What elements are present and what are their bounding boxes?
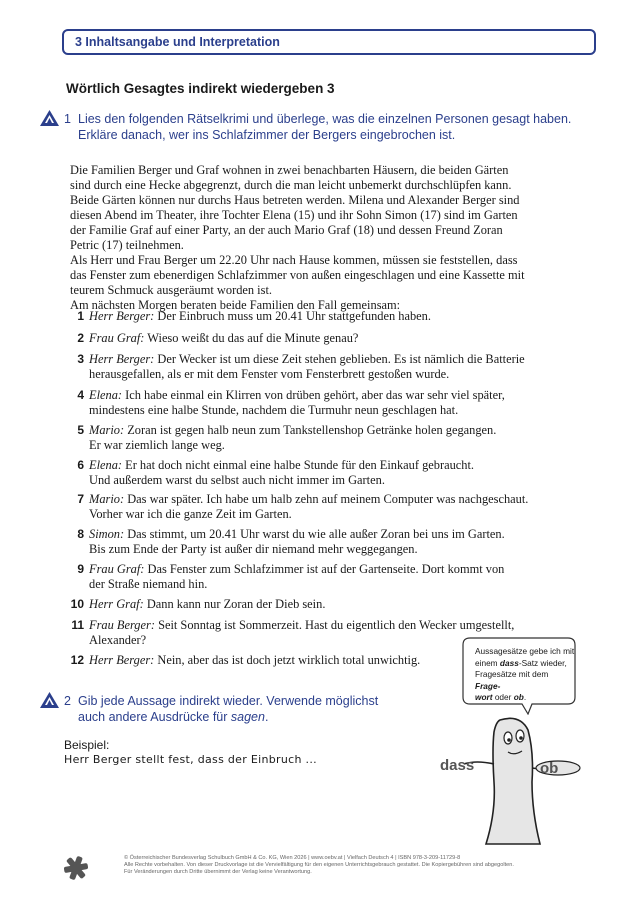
dialogue-line: Zoran ist gegen halb neun zum Tankstellenshop Getränke holen gegangen. — [127, 423, 497, 437]
dialogue-line: Das stimmt, um 20.41 Uhr warst du wie alle außer Zoran bei uns im Garten. — [127, 527, 505, 541]
dialogue-number: 9 — [77, 562, 84, 576]
speaker: Herr Graf: — [89, 597, 144, 611]
bubble-text: oder — [492, 692, 514, 702]
task-2-line: auch andere Ausdrücke für — [78, 710, 231, 724]
dialogue-number: 2 — [77, 331, 84, 345]
dialogue-number: 5 — [77, 423, 84, 437]
speaker: Herr Berger: — [89, 653, 155, 667]
difficulty-triangle-icon — [40, 692, 59, 708]
task-1-line: Erkläre danach, wer ins Schlafzimmer der Bergers eingebrochen ist. — [78, 128, 456, 142]
dialogue-number: 6 — [77, 458, 84, 472]
speaker: Elena: — [89, 388, 123, 402]
dialogue-line: Dann kann nur Zoran der Dieb sein. — [146, 597, 326, 611]
story-line: Petric (17) teilnehmen. — [70, 238, 184, 252]
bubble-text: einem — [475, 657, 500, 668]
dialogue-number: 3 — [77, 352, 84, 366]
footer-line: Für Veränderungen durch Dritte übernimmt der Verlag keine Verantwortung. — [124, 869, 312, 876]
speech-bubble-text — [475, 646, 575, 704]
speaker: Elena: — [89, 458, 123, 472]
dialogue-line: Er war ziemlich lange weg. — [89, 438, 225, 452]
dialogue-line: Er hat doch nicht einmal eine halbe Stunde für den Einkauf gebraucht. — [125, 458, 475, 472]
dialogue-number: 1 — [77, 309, 84, 323]
dialogue-number: 10 — [70, 597, 84, 611]
dialogue-number: 8 — [77, 527, 84, 541]
dialogue-line: Vorher war ich die ganze Zeit im Garten. — [89, 507, 292, 521]
task-1-line: Lies den folgenden Rätselkrimi und überlege, was die einzelnen Personen gesagt haben. — [78, 112, 572, 126]
page-title: Wörtlich Gesagtes indirekt wiedergeben 3 — [66, 81, 335, 96]
speaker: Herr Berger: — [89, 352, 155, 366]
mascot-label-dass: dass — [440, 757, 475, 774]
dialogue-number: 7 — [77, 492, 84, 506]
mascot-label-ob: ob — [540, 760, 559, 777]
dialogue-number: 4 — [77, 388, 84, 402]
dialogue-number: 11 — [71, 618, 84, 632]
dialogue-line: Der Wecker ist um diese Zeit stehen geblieben. Es ist nämlich die Batterie — [157, 352, 525, 366]
speaker: Herr Berger: — [89, 309, 155, 323]
story-line: das Fenster zum ebenerdigen Schlafzimmer von außen eingeschlagen und eine Kassette mit — [70, 268, 525, 282]
story-line: Die Familien Berger und Graf wohnen in zwei benachbarten Häusern, die beiden Gärten — [70, 163, 509, 177]
bubble-keyword: Frage- — [475, 680, 501, 691]
bubble-text: . — [523, 692, 527, 702]
story-line: Am nächsten Morgen beraten beide Familien den Fall gemeinsam: — [70, 298, 401, 312]
bubble-keyword: ob — [513, 692, 524, 702]
bubble-line: Aussagesätze gebe ich mit — [475, 646, 575, 656]
story-line: Als Herr und Frau Berger um 22.20 Uhr nach Hause kommen, müssen sie feststellen, dass — [70, 253, 518, 267]
dialogue-line: mindestens eine halbe Stunde, nachdem die Turmuhr neun geschlagen hat. — [89, 403, 459, 417]
speaker: Simon: — [89, 527, 125, 541]
difficulty-triangle-icon — [40, 110, 59, 126]
task-2-number: 2 — [64, 694, 71, 708]
section-title: 3 Inhaltsangabe und Interpretation — [75, 35, 280, 49]
bubble-keyword: wort — [475, 692, 493, 702]
task-1-number: 1 — [64, 112, 71, 126]
dialogue-line: Seit Sonntag ist Sommerzeit. Hast du eigentlich den Wecker umgestellt, — [158, 618, 515, 632]
punctuation: . — [264, 710, 269, 724]
bubble-text: -Satz wieder, — [518, 657, 567, 668]
dialogue-line: Der Einbruch muss um 20.41 Uhr stattgefunden haben. — [157, 309, 431, 323]
bubble-keyword: dass — [499, 657, 519, 668]
story-line: teurem Schmuck ausgeräumt worden ist. — [70, 283, 272, 297]
story-line: diesen Abend im Theater, ihre Tochter Elena (15) und ihr Sohn Simon (17) sind im Garten — [70, 208, 518, 222]
footer-line: Alle Rechte vorbehalten. Von dieser Druckvorlage ist die Vervielfältigung für den eigenen Unterrichtsgebrauch gestattet. Die Kopiergebühren sind abgegolten. — [124, 862, 514, 869]
publisher-logo-icon — [62, 854, 90, 882]
story-line: der Familie Graf auf einer Party, an der auch Mario Graf (18) und dessen Freund Zoran — [70, 223, 503, 237]
dialogue-line: Wieso weißt du das auf die Minute genau? — [147, 331, 359, 345]
footer-copyright — [124, 855, 584, 877]
speaker: Mario: — [89, 492, 125, 506]
story-text — [70, 163, 530, 313]
speaker: Frau Berger: — [89, 618, 155, 632]
example-text: Herr Berger stellt fest, dass der Einbruch ... — [64, 753, 317, 766]
speaker: Mario: — [89, 423, 125, 437]
dialogue-line: Bis zum Ende der Party ist außer dir niemand mehr weggegangen. — [89, 542, 418, 556]
dialogue-line: Nein, aber das ist doch jetzt wirklich total unwichtig. — [157, 653, 421, 667]
dialogue-line: Und außerdem warst du selbst auch nicht immer im Garten. — [89, 473, 385, 487]
speaker: Frau Graf: — [89, 331, 145, 345]
dialogue-line: Alexander? — [89, 633, 147, 647]
dialogue-line: der Straße niemand hin. — [89, 577, 208, 591]
dialogue-number: 12 — [70, 653, 84, 667]
dialogue-line: Das war später. Ich habe um halb zehn auf meinem Computer was nachgeschaut. — [127, 492, 529, 506]
mascot-illustration — [436, 712, 584, 852]
footer-line: © Österreichischer Bundesverlag Schulbuch GmbH & Co. KG, Wien 2026 | www.oebv.at | Vielfach Deutsch 4 | ISBN 978-3-209-11729-8 — [124, 855, 461, 861]
task-1-instruction — [78, 111, 572, 143]
section-header — [62, 29, 596, 55]
story-line: sind durch eine Hecke abgegrenzt, durch die man leicht unbemerkt durchschlüpfen kann. — [70, 178, 512, 192]
dialogue-line: Das Fenster zum Schlafzimmer ist auf der Gartenseite. Dort kommt von — [147, 562, 505, 576]
speaker: Frau Graf: — [89, 562, 145, 576]
dialogue-line: herausgefallen, als er mit dem Fenster vom Fensterbrett gestoßen wurde. — [89, 367, 450, 381]
dialogue-line: Ich habe einmal ein Klirren von drüben gehört, aber das war sehr viel später, — [125, 388, 505, 402]
task-2-line: Gib jede Aussage indirekt wieder. Verwende möglichst — [78, 694, 379, 708]
emphasis: sagen — [230, 710, 265, 724]
story-line: Beide Gärten können nur durchs Haus betreten werden. Milena und Alexander Berger sind — [70, 193, 520, 207]
bubble-text: Fragesätze mit dem — [475, 669, 549, 679]
example-label: Beispiel: — [64, 738, 110, 752]
